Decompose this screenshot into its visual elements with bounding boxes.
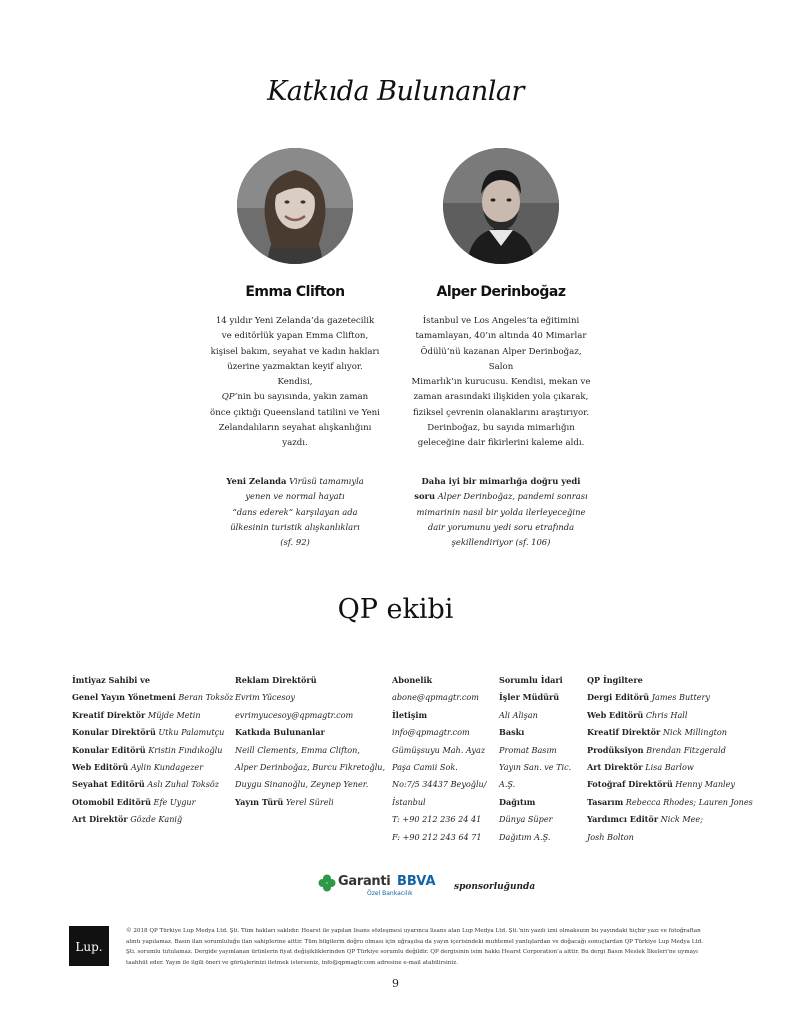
teaser-bold: Yeni Zelanda	[226, 476, 287, 486]
team-line	[499, 672, 571, 689]
team-person: Josh Bolton	[587, 831, 634, 842]
team-role: Dergi Editörü	[587, 692, 650, 703]
portrait-woman-icon	[237, 148, 353, 264]
team-line	[235, 672, 385, 689]
team-role: İmtiyaz Sahibi ve	[72, 675, 150, 685]
team-person: Paşa Camii Sok.	[392, 762, 458, 773]
team-line	[587, 759, 753, 776]
sponsor-bbva: BBVA	[397, 874, 436, 889]
team-person: Gümüşsuyu Mah. Ayaz	[392, 744, 486, 755]
team-person: Chris Hall	[645, 709, 688, 720]
team-person: Rebecca Rhodes; Lauren Jones	[625, 796, 753, 807]
team-person: Brendan Fitzgerald	[646, 744, 726, 755]
bio-line-emph: QP	[221, 392, 235, 403]
team-line	[587, 742, 753, 759]
contributor-name: Alper Derinboğaz	[436, 284, 566, 300]
team-title: QP ekibi	[337, 594, 454, 625]
teaser-line	[210, 505, 380, 520]
bio-line: üzerine yazmaktan keyif alıyor. Kendisi,	[227, 361, 363, 388]
team-role: Web Editörü	[587, 709, 644, 720]
team-line	[72, 794, 233, 811]
team-line	[235, 742, 385, 759]
contributor-teaser	[210, 474, 380, 550]
team-line	[392, 689, 487, 706]
team-line	[587, 724, 753, 741]
team-line	[499, 742, 571, 759]
team-person: F: +90 212 243 64 71	[392, 831, 482, 842]
teaser-line	[210, 535, 380, 550]
team-line	[392, 811, 487, 828]
team-role: Seyahat Editörü	[72, 779, 145, 790]
team-line	[72, 759, 233, 776]
team-line	[392, 776, 487, 793]
bio-line: Mimarlık’ın kurucusu. Kendisi, mekan ve	[411, 377, 591, 388]
team-person: Nick Millington	[662, 727, 727, 738]
team-line	[499, 724, 571, 741]
bio-line: Ödülü’nü kazanan Alper Derinboğaz, Salon	[420, 346, 582, 372]
team-line	[72, 776, 233, 793]
team-person: İstanbul	[392, 796, 426, 807]
team-line	[235, 759, 385, 776]
teaser-line	[210, 520, 380, 535]
team-line	[499, 811, 571, 828]
team-role: Web Editörü	[72, 762, 129, 773]
team-role: QP İngiltere	[587, 675, 643, 685]
team-role: Baskı	[499, 727, 525, 738]
team-person: Beran Toksöz	[178, 692, 234, 703]
team-person: Neill Clements, Emma Clifton,	[235, 744, 360, 755]
team-person: Kristin Fındıkoğlu	[148, 744, 223, 755]
team-person: James Buttery	[651, 692, 710, 703]
team-person: Gözde Kaniğ	[130, 814, 183, 825]
team-person: Nick Mee;	[660, 814, 703, 825]
team-person: Promat Basım	[499, 744, 557, 755]
team-person: Aylin Kundagezer	[130, 762, 204, 773]
team-line	[72, 689, 233, 706]
team-person: Efe Uygur	[153, 796, 196, 807]
bio-line: yazdı.	[282, 438, 308, 449]
team-role: İşler Müdürü	[499, 692, 560, 703]
team-line	[499, 794, 571, 811]
team-line	[499, 707, 571, 724]
team-person: Ali Alişan	[499, 709, 538, 720]
team-line	[235, 776, 385, 793]
team-role: Fotoğraf Direktörü	[587, 779, 673, 790]
team-line	[392, 672, 487, 689]
team-line	[587, 794, 753, 811]
team-person: T: +90 212 236 24 41	[392, 814, 482, 825]
team-person: Müjde Metin	[147, 709, 201, 720]
team-role: Abonelik	[392, 675, 433, 685]
team-column-1	[72, 672, 233, 829]
team-line	[587, 811, 753, 828]
team-line	[235, 794, 385, 811]
legal-notice	[126, 926, 738, 968]
team-person: No:7/5 34437 Beyoğlu/	[392, 779, 487, 790]
team-role: Yayın Türü	[235, 796, 284, 807]
contributor-bio	[210, 314, 380, 452]
team-person: evrimyucesoy@qpmagtr.com	[235, 709, 354, 720]
clover-logo-icon	[318, 874, 336, 892]
contributor-name: Emma Clifton	[245, 284, 345, 300]
contributor-teaser	[410, 474, 592, 550]
team-line	[72, 742, 233, 759]
team-person: info@qpmagtr.com	[392, 727, 470, 738]
contributor-photo-emma	[237, 148, 353, 264]
team-line	[72, 811, 233, 828]
portrait-man-icon	[443, 148, 559, 264]
lup-logo: Lup.	[69, 926, 109, 966]
team-line	[72, 724, 233, 741]
teaser-italic: “dans ederek” karşılayan ada	[232, 506, 358, 517]
team-line	[392, 829, 487, 846]
teaser-italic: ülkesinin turistik alışkanlıkları	[230, 521, 360, 532]
team-line	[587, 829, 753, 846]
team-role: Prodüksiyon	[587, 744, 644, 755]
legal-line: alıntı yapılamaz. Basın ilan sorumluluğu ilan sahiplerine aittir. Tüm bilgilerin doğru olması için uğraşılsa da yayın içerisindeki muhtemel yanlışlardan ve doğacağı sonuçlardan QP Türkiye Lup Medya Ltd.	[126, 938, 704, 945]
team-person: Dünya Süper	[499, 814, 553, 825]
teaser-line	[410, 520, 592, 535]
team-role: Otomobil Editörü	[72, 796, 151, 807]
team-role: Konular Direktörü	[72, 727, 156, 738]
teaser-italic: Virüsü tamamıyla	[286, 476, 364, 486]
team-person: Utku Palamutçu	[158, 727, 225, 738]
team-role: Katkıda Bulunanlar	[235, 727, 325, 738]
bio-line: 14 yıldır Yeni Zelanda’da gazetecilik	[215, 316, 375, 326]
team-column-2	[235, 672, 385, 811]
contributor-photo-alper	[443, 148, 559, 264]
bio-line: Derinboğaz, bu sayıda mimarlığın	[427, 423, 575, 434]
team-column-3	[392, 672, 487, 846]
legal-line: © 2018 QP Türkiye Lup Medya Ltd. Şti. Tüm hakları saklıdır. Hearst ile yapılan lisans sözleşmesi uyarınca lisans alan Lup Medya Ltd. Şti.’nin yazılı izni olmaksızın bu yayındaki hiçbir yazı ve fotoğraftan	[126, 928, 701, 934]
team-role: Tasarım	[587, 796, 624, 807]
team-line	[72, 707, 233, 724]
sponsor-private-banking: Özel Bankacılık	[367, 890, 413, 897]
bio-line: QP’nin bu sayısında, yakın zaman	[221, 392, 369, 403]
page-title: Katkıda Bulunanlar	[267, 76, 524, 107]
teaser-line	[410, 505, 592, 520]
team-person: Aslı Zuhal Toksöz	[147, 779, 220, 790]
team-role: Sorumlu İdari	[499, 675, 563, 685]
team-role: Kreatif Direktör	[72, 709, 146, 720]
teaser-italic: Alper Derinboğaz, pandemi sonrası	[435, 491, 588, 502]
bio-line: fiziksel çevrenin olanaklarını araştırıyor.	[412, 407, 590, 418]
teaser-italic: şekillendiriyor (sf. 106)	[451, 537, 551, 548]
sponsor-garanti: Garanti	[338, 874, 391, 889]
teaser-line	[410, 535, 592, 550]
teaser-italic: (sf. 92)	[280, 537, 310, 548]
teaser-italic: yenen ve normal hayatı	[245, 491, 345, 502]
team-line	[587, 689, 753, 706]
team-person: Evrim Yücesoy	[235, 692, 295, 703]
team-role: Konular Editörü	[72, 744, 146, 755]
team-line	[587, 776, 753, 793]
team-line	[392, 759, 487, 776]
team-person: Duygu Sinanoğlu, Zeynep Yener.	[235, 779, 369, 790]
team-person: Yerel Süreli	[285, 796, 334, 807]
team-role: Reklam Direktörü	[235, 675, 317, 685]
team-role: Genel Yayın Yönetmeni	[72, 692, 176, 703]
team-line	[392, 794, 487, 811]
bio-line: Zelandalıların seyahat alışkanlığını	[218, 423, 372, 434]
team-person: Alper Derinboğaz, Burcu Fikretoğlu,	[235, 762, 386, 773]
team-role: Dağıtım	[499, 796, 536, 807]
legal-line: Şti. sorumlu tutulamaz. Dergide yayınlanan ürünlerin fiyat değişikliklerinden QP Türkiye sorumlu değildir. QP dergisinin isim hakkı Hearst Corporation’a aittir. Bu dergi Basın Meslek İlkeleri’ne uymayı	[126, 949, 698, 956]
legal-line: taahhüt eder. Yayın ile ilgili öneri ve görüşlerinizi iletmek isterseniz, info@qpmagtr.com adresine e-mail atabilirsiniz.	[126, 959, 458, 966]
team-role: İletişim	[392, 709, 428, 720]
team-line	[499, 829, 571, 846]
team-role: Art Direktör	[587, 762, 643, 773]
team-person: Henny Manley	[675, 779, 735, 790]
team-line	[499, 759, 571, 776]
teaser-line	[210, 489, 380, 504]
teaser-bold: soru	[414, 491, 436, 502]
teaser-italic: mimarinin nasıl bir yolda ilerleyeceğine	[416, 506, 586, 517]
team-person: Dağıtım A.Ş.	[499, 831, 551, 842]
bio-line: İstanbul ve Los Angeles’ta eğitimini	[422, 316, 580, 326]
teaser-line	[210, 474, 380, 489]
team-line	[392, 707, 487, 724]
sponsor-text: sponsorluğunda	[454, 882, 536, 892]
bio-line: kişisel bakım, seyahat ve kadın hakları	[210, 346, 380, 357]
team-line	[392, 724, 487, 741]
teaser-line	[410, 489, 592, 504]
bio-line: tamamlayan, 40’ın altında 40 Mimarlar	[415, 331, 587, 342]
team-line	[235, 707, 385, 724]
bio-line: önce çıktığı Queensland tatilini ve Yeni	[210, 407, 380, 418]
bio-line: geleceğine dair fikirlerini kaleme aldı.	[417, 438, 585, 449]
team-role: Kreatif Direktör	[587, 727, 661, 738]
team-line	[499, 689, 571, 706]
team-person: A.Ş.	[499, 779, 516, 790]
teaser-italic: dair yorumunu yedi soru etrafında	[427, 521, 575, 532]
contributor-bio	[410, 314, 592, 452]
team-line	[235, 689, 385, 706]
team-role: Yardımcı Editör	[587, 814, 659, 825]
teaser-line	[410, 474, 592, 489]
team-line	[72, 672, 233, 689]
team-role: Art Direktör	[72, 814, 128, 825]
team-line	[235, 724, 385, 741]
team-column-4	[499, 672, 571, 846]
teaser-bold: Daha iyi bir mimarlığa doğru yedi	[421, 476, 581, 486]
team-person: Yayın San. ve Tic.	[499, 762, 572, 773]
page-number: 9	[392, 977, 399, 990]
bio-line: zaman arasındaki ilişkiden yola çıkarak,	[413, 392, 589, 403]
team-line	[587, 707, 753, 724]
bio-line: ve editörlük yapan Emma Clifton,	[221, 331, 369, 342]
team-line	[392, 742, 487, 759]
team-person: abone@qpmagtr.com	[392, 692, 479, 703]
team-line	[499, 776, 571, 793]
team-person: Lisa Barlow	[645, 762, 694, 773]
team-column-5	[587, 672, 753, 846]
team-line	[587, 672, 753, 689]
